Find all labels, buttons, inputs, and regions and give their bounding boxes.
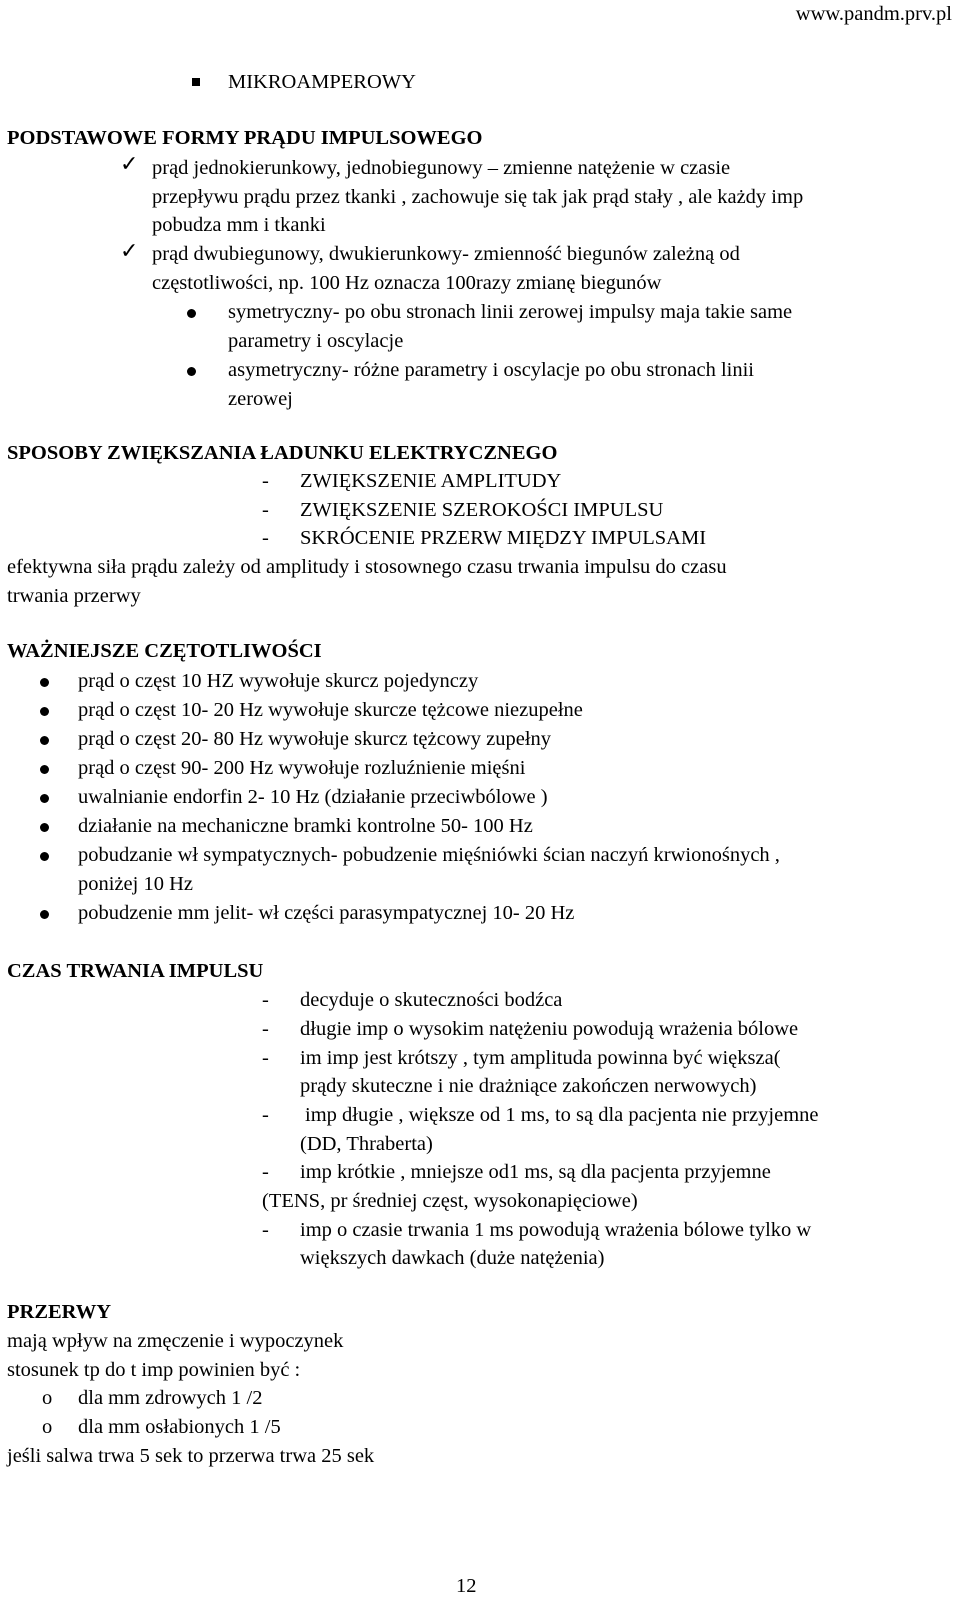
bullet-item-line: uwalnianie endorfin 2- 10 Hz (działanie przeciwbólowe ) bbox=[78, 786, 548, 808]
dash-item-line: decyduje o skuteczności bodźca bbox=[300, 989, 563, 1011]
dash-item-line: imp o czasie trwania 1 ms powodują wrażenia bólowe tylko w bbox=[300, 1219, 812, 1241]
bullet-dot-icon bbox=[40, 707, 49, 716]
bullet-dot-icon bbox=[40, 852, 49, 861]
bullet-dot-icon bbox=[40, 794, 49, 803]
dash-item: ZWIĘKSZENIE SZEROKOŚCI IMPULSU bbox=[300, 499, 664, 521]
dash-marker: - bbox=[262, 1018, 269, 1040]
checkmark-icon: ✓ bbox=[120, 239, 139, 264]
header-url: www.pandm.prv.pl bbox=[795, 3, 952, 25]
section-title-impulse-duration: CZAS TRWANIA IMPULSU bbox=[7, 960, 264, 982]
bullet-dot-icon bbox=[40, 910, 49, 919]
dash-item-line: prądy skuteczne i nie drażniące zakończen nerwowych) bbox=[300, 1075, 757, 1097]
checkmark-icon: ✓ bbox=[120, 152, 139, 177]
check-item-line: prąd dwubiegunowy, dwukierunkowy- zmienność biegunów zależną od bbox=[152, 243, 740, 265]
dash-marker: - bbox=[262, 470, 269, 492]
dash-item: ZWIĘKSZENIE AMPLITUDY bbox=[300, 470, 562, 492]
bullet-item-line: parametry i oscylacje bbox=[228, 330, 404, 352]
paragraph-line: stosunek tp do t imp powinien być : bbox=[7, 1359, 301, 1381]
dash-marker: - bbox=[262, 1161, 269, 1183]
check-item-line: przepływu prądu przez tkanki , zachowuje się tak jak prąd stały , ale każdy imp bbox=[152, 186, 804, 208]
dash-item: SKRÓCENIE PRZERW MIĘDZY IMPULSAMI bbox=[300, 527, 707, 549]
dash-item-line: (TENS, pr średniej częst, wysokonapięciowe) bbox=[262, 1190, 638, 1212]
dash-item-line: (DD, Thraberta) bbox=[300, 1133, 433, 1155]
bullet-dot-icon bbox=[40, 678, 49, 687]
bullet-dot-icon bbox=[40, 823, 49, 832]
paragraph-line: mają wpływ na zmęczenie i wypoczynek bbox=[7, 1330, 344, 1352]
section-title-pulse-forms: PODSTAWOWE FORMY PRĄDU IMPULSOWEGO bbox=[7, 127, 483, 149]
bullet-dot-icon bbox=[187, 309, 196, 318]
bullet-dot-icon bbox=[187, 367, 196, 376]
paragraph-line: trwania przerwy bbox=[7, 585, 141, 607]
check-item-line: pobudza mm i tkanki bbox=[152, 214, 326, 236]
option-item: dla mm zdrowych 1 /2 bbox=[78, 1387, 263, 1409]
bullet-item-line: symetryczny- po obu stronach linii zerowej impulsy maja takie same bbox=[228, 301, 793, 323]
paragraph-line: efektywna siła prądu zależy od amplitudy i stosownego czasu trwania impulsu do czasu bbox=[7, 556, 727, 578]
dash-item-line: długie imp o wysokim natężeniu powodują wrażenia bólowe bbox=[300, 1018, 799, 1040]
bullet-item-line: poniżej 10 Hz bbox=[78, 873, 193, 895]
bullet-item-line: asymetryczny- różne parametry i oscylacje po obu stronach linii bbox=[228, 359, 754, 381]
check-item-line: prąd jednokierunkowy, jednobiegunowy – zmienne natężenie w czasie bbox=[152, 157, 731, 179]
bullet-item-line: prąd o częst 90- 200 Hz wywołuje rozluźnienie mięśni bbox=[78, 757, 526, 779]
dash-marker: - bbox=[262, 989, 269, 1011]
section-title-breaks: PRZERWY bbox=[7, 1301, 112, 1323]
dash-item-line: imp długie , większe od 1 ms, to są dla pacjenta nie przyjemne bbox=[305, 1104, 819, 1126]
paragraph-line: jeśli salwa trwa 5 sek to przerwa trwa 25 sek bbox=[7, 1445, 375, 1467]
dash-marker: - bbox=[262, 1219, 269, 1241]
dash-item-line: im imp jest krótszy , tym amplituda powinna być większa( bbox=[300, 1047, 781, 1069]
section-title-frequencies: WAŻNIEJSZE CZĘTOTLIWOŚCI bbox=[7, 640, 322, 662]
page-number: 12 bbox=[456, 1575, 477, 1597]
bullet-item-line: zerowej bbox=[228, 388, 293, 410]
bullet-item-line: działanie na mechaniczne bramki kontrolne 50- 100 Hz bbox=[78, 815, 533, 837]
top-item: MIKROAMPEROWY bbox=[228, 71, 416, 93]
dash-item-line: większych dawkach (duże natężenia) bbox=[300, 1247, 605, 1269]
circle-bullet-marker: o bbox=[42, 1416, 53, 1438]
bullet-item-line: prąd o częst 10 HZ wywołuje skurcz pojedynczy bbox=[78, 670, 479, 692]
dash-marker: - bbox=[262, 527, 269, 549]
option-item: dla mm osłabionych 1 /5 bbox=[78, 1416, 281, 1438]
bullet-dot-icon bbox=[40, 736, 49, 745]
circle-bullet-marker: o bbox=[42, 1387, 53, 1409]
bullet-item-line: pobudzenie mm jelit- wł części parasympatycznej 10- 20 Hz bbox=[78, 902, 575, 924]
bullet-dot-icon bbox=[40, 765, 49, 774]
bullet-item-line: prąd o częst 10- 20 Hz wywołuje skurcze tężcowe niezupełne bbox=[78, 699, 583, 721]
dash-item-line: imp krótkie , mniejsze od1 ms, są dla pacjenta przyjemne bbox=[300, 1161, 771, 1183]
dash-marker: - bbox=[262, 1047, 269, 1069]
square-bullet-icon bbox=[192, 78, 200, 86]
bullet-item-line: pobudzanie wł sympatycznych- pobudzenie mięśniówki ścian naczyń krwionośnych , bbox=[78, 844, 780, 866]
check-item-line: częstotliwości, np. 100 Hz oznacza 100razy zmianę biegunów bbox=[152, 272, 662, 294]
bullet-item-line: prąd o częst 20- 80 Hz wywołuje skurcz tężcowy zupełny bbox=[78, 728, 552, 750]
section-title-charge-increase: SPOSOBY ZWIĘKSZANIA ŁADUNKU ELEKTRYCZNEGO bbox=[7, 442, 558, 464]
dash-marker: - bbox=[262, 1104, 269, 1126]
dash-marker: - bbox=[262, 499, 269, 521]
